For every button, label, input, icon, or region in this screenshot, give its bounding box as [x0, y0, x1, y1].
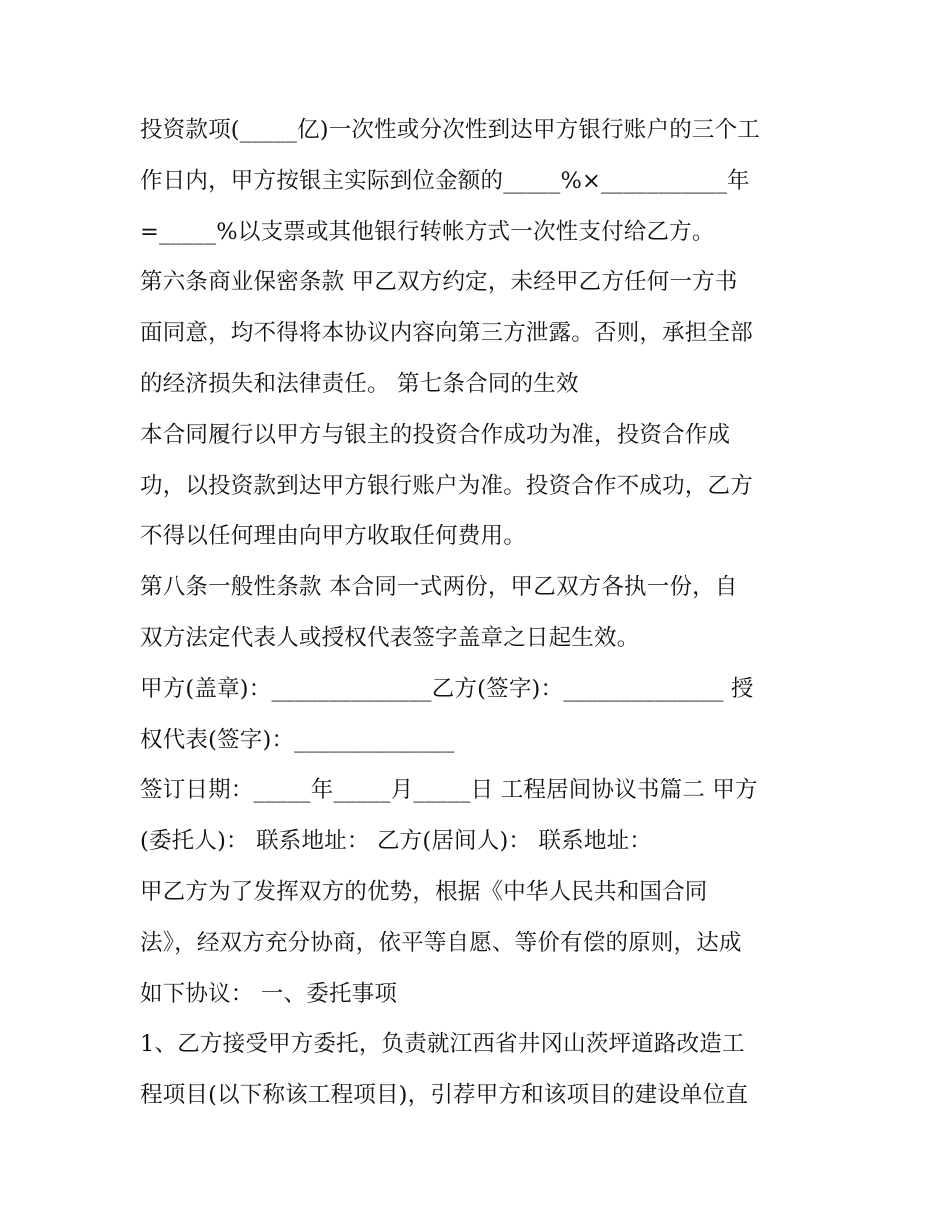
text-line-16: 甲乙方为了发挥双方的优势，根据《中华人民共和国合同	[140, 878, 708, 905]
text-line-13: 权代表(签字)：______________	[140, 726, 455, 753]
text-line-2: 作日内，甲方按银主实际到位金额的_____%×___________年	[140, 167, 750, 194]
text-line-8: 功，以投资款到达甲方银行账户为准。投资合作不成功，乙方	[140, 472, 753, 499]
text-line-18: 如下协议： 一、委托事项	[140, 980, 398, 1007]
text-line-20: 程项目(以下称该工程项目)，引荐甲方和该项目的建设单位直	[140, 1082, 749, 1109]
text-line-4: 第六条商业保密条款 甲乙双方约定，未经甲乙方任何一方书	[140, 269, 738, 296]
text-line-9: 不得以任何理由向甲方收取任何费用。	[140, 523, 526, 550]
text-line-6: 的经济损失和法律责任。 第七条合同的生效	[140, 370, 579, 397]
text-line-7: 本合同履行以甲方与银主的投资合作成功为准，投资合作成	[140, 421, 731, 448]
text-line-14: 签订日期：_____年_____月_____日 工程居间协议书篇二 甲方	[140, 777, 758, 804]
text-line-1: 投资款项(_____亿)一次性或分次性到达甲方银行账户的三个工	[140, 117, 761, 143]
text-line-11: 双方法定代表人或授权代表签字盖章之日起生效。	[140, 624, 640, 651]
document-body	[140, 105, 820, 1121]
text-line-10: 第八条一般性条款 本合同一式两份，甲乙双方各执一份，自	[140, 574, 738, 601]
text-line-5: 面同意，均不得将本协议内容向第三方泄露。否则，承担全部	[140, 320, 753, 347]
text-line-17: 法》，经双方充分协商，依平等自愿、等价有偿的原则，达成	[140, 929, 742, 956]
text-line-12: 甲方(盖章)：______________乙方(签字)：______________ 授	[140, 675, 754, 702]
text-line-19: 1、乙方接受甲方委托，负责就江西省井冈山茨坪道路改造工	[140, 1031, 745, 1058]
text-line-15: (委托人)： 联系地址： 乙方(居间人)： 联系地址：	[140, 828, 652, 855]
text-line-3: =_____%以支票或其他银行转帐方式一次性支付给乙方。	[140, 218, 715, 245]
